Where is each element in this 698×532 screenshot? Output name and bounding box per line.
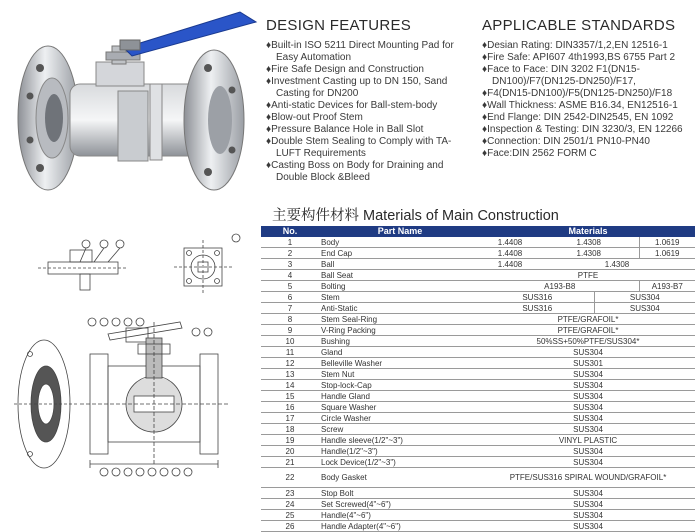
standard-item: ♦End Flange: DIN 2542-DIN2545, EN 1092 xyxy=(482,112,674,123)
standard-item: ♦Wall Thickness: ASME B16.34, EN12516-1 xyxy=(482,100,678,111)
cell-no: 7 xyxy=(261,303,319,314)
cell-no: 14 xyxy=(261,380,319,391)
cell-no: 18 xyxy=(261,424,319,435)
cell-no: 1 xyxy=(261,237,319,248)
cell-no: 17 xyxy=(261,413,319,424)
feature-item: ♦Anti-static Devices for Ball-stem-body xyxy=(266,100,438,111)
cell-part: Set Screwed(4"~6") xyxy=(319,499,481,510)
cell-material: SUS304 xyxy=(481,488,695,499)
standard-item: ♦Face to Face: DIN 3202 F1(DN15- xyxy=(482,64,640,75)
standard-item: ♦F4(DN15-DN100)/F5(DN125-DN250)/F18 xyxy=(482,88,673,99)
cell-part: End Cap xyxy=(319,248,481,259)
cell-part: Body Gasket xyxy=(319,468,481,488)
cell-material: SUS304 xyxy=(481,380,695,391)
feature-item: LUFT Requirements xyxy=(276,148,366,159)
feature-item: ♦Blow-out Proof Stem xyxy=(266,112,363,123)
standard-item: DN100)/F7(DN125-DN250)/F17, xyxy=(492,76,636,87)
feature-item: Double Block &Bleed xyxy=(276,172,370,183)
cell-material: 1.0619 xyxy=(639,248,695,259)
table-row xyxy=(261,424,695,435)
cell-part: Stop-lock-Cap xyxy=(319,380,481,391)
valve-cross-section xyxy=(80,322,228,468)
cell-material: 50%SS+50%PTFE/SUS304* xyxy=(481,336,695,347)
cell-part: Bolting xyxy=(319,281,481,292)
standard-item: ♦Inspection & Testing: DIN 3230/3, EN 12266 xyxy=(482,124,683,135)
cell-no: 2 xyxy=(261,248,319,259)
cell-part: Bushing xyxy=(319,336,481,347)
feature-item: ♦Casting Boss on Body for Draining and xyxy=(266,160,444,171)
cell-material: SUS304 xyxy=(481,424,695,435)
cell-no: 24 xyxy=(261,499,319,510)
feature-item: Casting for DN200 xyxy=(276,88,359,99)
cell-material: PTFE xyxy=(481,270,695,281)
cell-material: SUS304 xyxy=(481,402,695,413)
cell-material: SUS304 xyxy=(481,510,695,521)
table-row xyxy=(261,435,695,446)
table-row xyxy=(261,248,695,259)
cell-material: VINYL PLASTIC xyxy=(481,435,695,446)
cell-part: Gland xyxy=(319,347,481,358)
cell-no: 13 xyxy=(261,369,319,380)
cell-part: Stem Nut xyxy=(319,369,481,380)
cell-material: SUS301 xyxy=(481,358,695,369)
cell-material: 1.4308 xyxy=(539,248,639,259)
technical-drawing xyxy=(8,226,260,521)
cell-material: 1.4408 xyxy=(481,237,539,248)
standard-item: ♦Desian Rating: DIN3357/1,2,EN 12516-1 xyxy=(482,40,668,51)
cell-material: SUS304 xyxy=(481,457,695,468)
cell-material: SUS316 xyxy=(481,292,594,303)
cell-part: Screw xyxy=(319,424,481,435)
cell-part: Ball Seat xyxy=(319,270,481,281)
table-row xyxy=(261,292,695,303)
cell-part: Circle Washer xyxy=(319,413,481,424)
cell-part: Stem Seal-Ring xyxy=(319,314,481,325)
cell-material: SUS304 xyxy=(481,446,695,457)
cell-no: 25 xyxy=(261,510,319,521)
cell-material: 1.0619 xyxy=(639,237,695,248)
cell-part: Belleville Washer xyxy=(319,358,481,369)
feature-item: ♦Investment Casting up to DN 150, Sand xyxy=(266,76,448,87)
cell-no: 3 xyxy=(261,259,319,270)
cell-no: 11 xyxy=(261,347,319,358)
table-row xyxy=(261,380,695,391)
cell-part: Handle(1/2"~3") xyxy=(319,446,481,457)
cell-part: Handle(4"~6") xyxy=(319,510,481,521)
cell-material: PTFE/SUS316 SPIRAL WOUND/GRAFOIL* xyxy=(481,468,695,488)
table-row xyxy=(261,369,695,380)
cell-no: 26 xyxy=(261,521,319,532)
table-row xyxy=(261,237,695,248)
table-row xyxy=(261,499,695,510)
cell-material: 1.4408 xyxy=(481,248,539,259)
cell-no: 5 xyxy=(261,281,319,292)
table-row xyxy=(261,336,695,347)
materials-title: 主要构件材料 Materials of Main Construction xyxy=(272,208,559,224)
cell-no: 15 xyxy=(261,391,319,402)
cell-no: 21 xyxy=(261,457,319,468)
table-row xyxy=(261,358,695,369)
col-header-no: No. xyxy=(261,226,319,237)
standard-item: ♦Face:DIN 2562 FORM C xyxy=(482,148,597,159)
table-row xyxy=(261,457,695,468)
feature-item: ♦Built-in ISO 5211 Direct Mounting Pad for xyxy=(266,40,454,51)
cell-material: 1.4308 xyxy=(539,237,639,248)
cell-material: SUS304 xyxy=(481,413,695,424)
cell-material: SUS316 xyxy=(481,303,594,314)
cell-no: 6 xyxy=(261,292,319,303)
cell-material: 1.4308 xyxy=(539,259,695,270)
cell-material: 1.4408 xyxy=(481,259,539,270)
table-row xyxy=(261,347,695,358)
cell-part: Handle sleeve(1/2"~3") xyxy=(319,435,481,446)
cell-no: 20 xyxy=(261,446,319,457)
cell-no: 4 xyxy=(261,270,319,281)
table-row xyxy=(261,303,695,314)
table-row xyxy=(261,259,695,270)
table-header-row xyxy=(261,226,695,237)
materials-table xyxy=(261,226,695,532)
cell-material: SUS304 xyxy=(594,292,695,303)
cell-part: Ball xyxy=(319,259,481,270)
feature-item: ♦Pressure Balance Hole in Ball Slot xyxy=(266,124,424,135)
cell-material: SUS304 xyxy=(481,499,695,510)
cell-material: SUS304 xyxy=(481,347,695,358)
cell-no: 19 xyxy=(261,435,319,446)
cell-no: 23 xyxy=(261,488,319,499)
standard-item: ♦Fire Safe: API607 4th1993,BS 6755 Part 2 xyxy=(482,52,676,63)
cell-part: Lock Device(1/2"~3") xyxy=(319,457,481,468)
cell-no: 22 xyxy=(261,468,319,488)
table-row xyxy=(261,468,695,488)
table-row xyxy=(261,521,695,532)
table-row xyxy=(261,325,695,336)
feature-item: Easy Automation xyxy=(276,52,352,63)
table-row xyxy=(261,314,695,325)
cell-no: 12 xyxy=(261,358,319,369)
table-row xyxy=(261,281,695,292)
cell-part: Stem xyxy=(319,292,481,303)
cell-material: PTFE/GRAFOIL* xyxy=(481,325,695,336)
table-row xyxy=(261,270,695,281)
applicable-standards-list xyxy=(482,40,694,160)
cell-part: Anti-Static xyxy=(319,303,481,314)
design-features-title: DESIGN FEATURES xyxy=(266,17,412,34)
cell-material: SUS304 xyxy=(481,369,695,380)
table-row xyxy=(261,413,695,424)
cell-material: PTFE/GRAFOIL* xyxy=(481,314,695,325)
cell-part: Handle Adapter(4"~6") xyxy=(319,521,481,532)
col-header-materials: Materials xyxy=(481,226,695,237)
cell-part: V-Ring Packing xyxy=(319,325,481,336)
design-features-list xyxy=(266,40,478,184)
cell-material: SUS304 xyxy=(481,521,695,532)
cell-no: 9 xyxy=(261,325,319,336)
col-header-part: Part Name xyxy=(319,226,481,237)
cell-no: 10 xyxy=(261,336,319,347)
cell-material: SUS304 xyxy=(481,391,695,402)
cell-part: Square Washer xyxy=(319,402,481,413)
feature-item: ♦Fire Safe Design and Construction xyxy=(266,64,424,75)
cell-no: 16 xyxy=(261,402,319,413)
feature-item: ♦Double Stem Sealing to Comply with TA- xyxy=(266,136,452,147)
cell-part: Handle Gland xyxy=(319,391,481,402)
ball-valve-photo xyxy=(8,6,260,206)
table-row xyxy=(261,510,695,521)
cell-no: 8 xyxy=(261,314,319,325)
mounting-pad-view xyxy=(174,234,240,294)
cell-material: A193-B7 xyxy=(639,281,695,292)
table-row xyxy=(261,446,695,457)
flange-end-view xyxy=(14,340,78,468)
standard-item: ♦Connection: DIN 2501/1 PN10-PN40 xyxy=(482,136,650,147)
cell-material: A193-B8 xyxy=(481,281,639,292)
cell-part: Body xyxy=(319,237,481,248)
stem-detail-view xyxy=(38,240,128,290)
cell-material: SUS304 xyxy=(594,303,695,314)
table-row xyxy=(261,402,695,413)
cell-part: Stop Bolt xyxy=(319,488,481,499)
table-row xyxy=(261,391,695,402)
applicable-standards-title: APPLICABLE STANDARDS xyxy=(482,17,676,34)
table-row xyxy=(261,488,695,499)
